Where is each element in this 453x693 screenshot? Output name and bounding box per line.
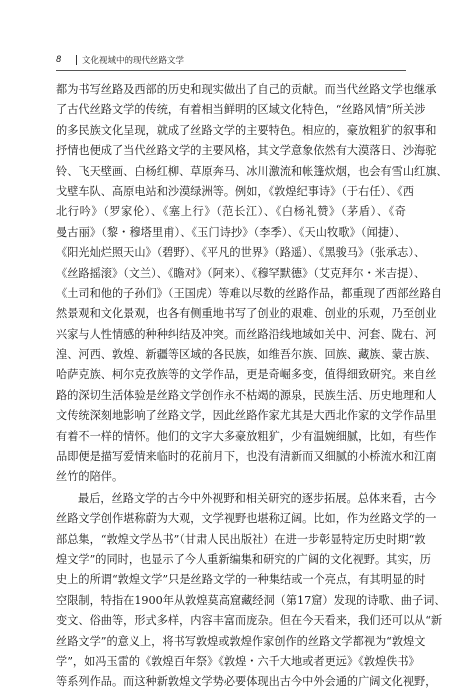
text-line: 兴家与人性情感的种种纠结及冲突。而丝路沿线地域如关中、河套、陇右、河: [56, 327, 437, 341]
header-separator: [76, 55, 77, 65]
text-line: 都为书写丝路及西部的历史和现实做出了自己的贡献。而当代丝路文学也继承: [56, 83, 437, 96]
text-line: 北行吟》（罗家伦）、《塞上行》（范长江）、《白杨礼赞》（茅盾）、《奇: [56, 205, 406, 219]
text-line: 抒情也便成了当代丝路文学的主要风格，其文学意象依然有大漠落日、沙海驼: [56, 144, 437, 158]
text-line: 《阳光灿烂照天山》（碧野）、《平凡的世界》（路遥）、《黑骏马》（张承志）、: [56, 246, 426, 260]
text-line: 《土司和他的子孙们》（王国虎）等难以尽数的丝路作品，都重现了西部丝路自: [56, 286, 442, 300]
page-header: [56, 53, 406, 67]
paragraph-1: [56, 80, 448, 488]
text-line: 部总集，“敦煌文学丛书”（甘肃人民出版社）在进一步彰显特定历史时期“敦: [56, 532, 426, 546]
text-line-indent: 最后，丝路文学的古今中外视野和相关研究的逐步拓展。总体来看，古今: [78, 491, 437, 505]
page-number: 8: [56, 55, 62, 65]
text-line: 路的深切生活体验是丝路文学创作永不枯竭的源泉，民族生活、历史地理和人: [56, 388, 437, 402]
text-line: 煌文学”的同时，也显示了今人重新编集和研究的广阔的文化视野。其实，历: [56, 552, 431, 566]
text-line: 空限制，特指在1900年从敦煌莫高窟藏经洞（第17窟）发现的诗歌、曲子词、: [56, 593, 446, 607]
text-line: 丝竹的陪伴。: [56, 470, 124, 484]
text-line: 学”，如冯玉雷的《敦煌百年祭》《敦煌・六千大地或者更远》《敦煌佚书》: [56, 654, 420, 668]
text-line: 有着不一样的情怀。他们的文字大多豪放粗犷，少有温婉细腻，比如，有些作: [56, 429, 437, 443]
paragraph-2: [56, 489, 446, 693]
text-line: 丝路文学”的意义上，将书写敦煌或敦煌作家创作的丝路文学都视为“敦煌文: [56, 634, 426, 648]
text-line: 铃、飞天壁画、白杨红柳、草原奔马、冰川激流和帐篷炊烟，也会有雪山红旗、: [56, 164, 448, 178]
text-line: 然景观和文化景观，也各有侧重地书写了创业的艰难、创业的乐观，乃至创业: [56, 307, 437, 321]
text-line: 品即便是描写爱情来临时的花前月下，也没有清新而又细腻的小桥流水和江南: [56, 450, 437, 464]
text-line: 等系列作品。而这种新敦煌文学势必要体现出古今中外会通的广阔文化视野，: [56, 675, 437, 689]
text-line: 了古代丝路文学的传统，有着相当鲜明的区域文化特色，“丝路风情”所关涉: [56, 103, 426, 117]
text-line: 文传统深刻地影响了丝路文学，因此丝路作家尤其是大西北作家的文学作品里: [56, 409, 437, 423]
text-line: 湟、河西、敦煌、新疆等区域的各民族，如维吾尔族、回族、藏族、蒙古族、: [56, 348, 437, 362]
body-text: [56, 80, 448, 693]
running-title: 文化视域中的现代丝路文学: [82, 56, 185, 66]
text-line: 丝路文学创作堪称蔚为大观，文学视野也堪称辽阔。比如，作为丝路文学的一: [56, 512, 437, 526]
header-rule: [56, 70, 406, 71]
text-line: 哈萨克族、柯尔克孜族等的文学作品，更是奇崛多变，值得细致研究。来自丝: [56, 368, 437, 382]
text-line: 曼古丽》（黎・穆塔里甫）、《玉门诗抄》（李季）、《天山牧歌》（闻捷）、: [56, 225, 406, 239]
text-line: 的多民族文化呈现，就成了丝路文学的主要特色。相应的，豪放粗犷的叙事和: [56, 123, 437, 137]
text-line: 《丝路摇滚》（文兰）、《瞻对》（阿来）、《穆罕默德》（艾克拜尔・米吉提）、: [56, 266, 426, 280]
text-line: 变文、俗曲等，形式多样，内容丰富而庞杂。但在今天看来，我们还可以从“新: [56, 614, 443, 628]
text-line: 史上的所谓“敦煌文学”只是丝路文学的一种集结或一个亮点，有其明显的时: [56, 573, 426, 587]
text-line: 戈壁车队、高原电站和沙漠绿洲等。例如，《敦煌纪事诗》（于右任）、《西: [56, 184, 414, 198]
